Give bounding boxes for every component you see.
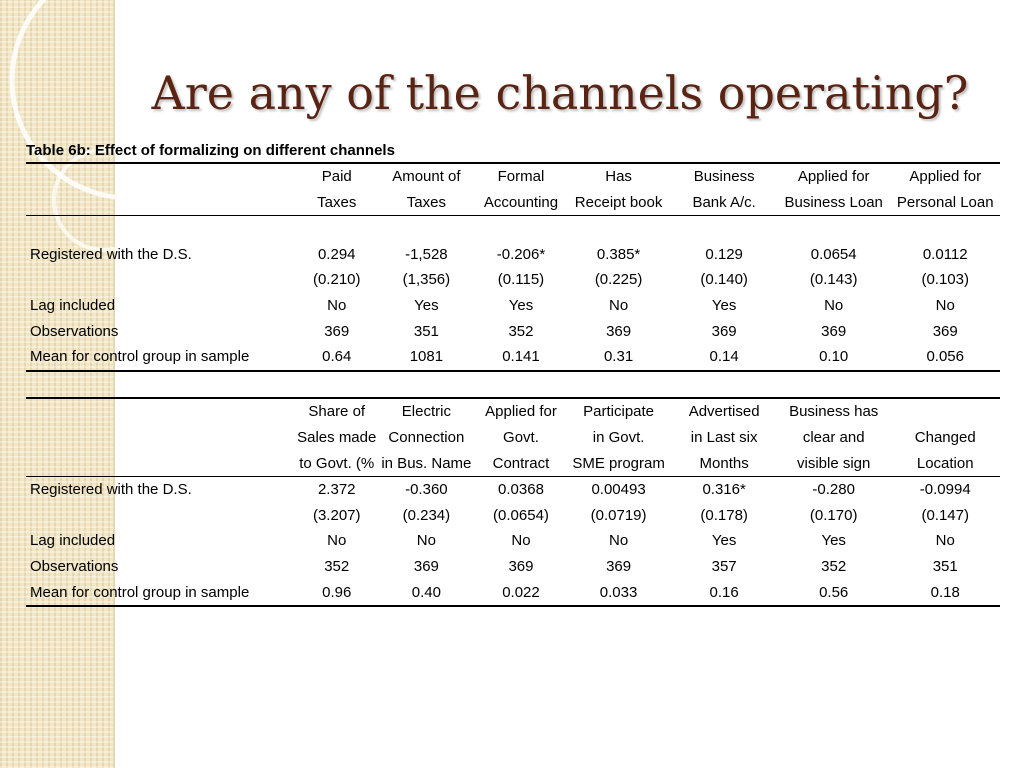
section1-header-row <box>26 190 1000 217</box>
header-cell: Applied for <box>485 403 557 421</box>
row-label: Lag included <box>30 296 116 314</box>
header-cell: Participate <box>583 403 655 421</box>
value-cell: No <box>935 532 955 550</box>
table-row <box>26 528 1000 554</box>
row-label: Registered with the D.S. <box>30 245 192 263</box>
header-cell: Govt. <box>503 428 539 446</box>
header-cell: in Govt. <box>592 428 645 446</box>
value-cell: 0.64 <box>322 348 352 366</box>
value-cell: 2.372 <box>317 481 356 499</box>
value-cell: 352 <box>821 557 847 575</box>
header-cell: Business has <box>789 403 879 421</box>
value-cell: 0.294 <box>317 245 356 263</box>
header-label-cell <box>26 425 297 451</box>
header-cell: Sales made <box>297 428 377 446</box>
table-row <box>26 580 1000 608</box>
value-cell: 0.18 <box>930 583 960 601</box>
value-cell: 0.56 <box>819 583 849 601</box>
header-cell: Applied for <box>909 168 982 185</box>
header-cell: Business <box>693 168 755 185</box>
header-label-cell <box>26 399 297 425</box>
table-row <box>26 267 1000 293</box>
value-cell: (0.225) <box>594 271 643 289</box>
value-cell: -0.280 <box>812 481 855 499</box>
value-cell: 369 <box>932 322 958 340</box>
row-label: Lag included <box>30 532 116 550</box>
value-cell: (0.210) <box>312 271 361 289</box>
section-divider <box>26 372 1000 398</box>
value-cell: 0.385* <box>596 245 641 263</box>
table-row <box>26 293 1000 319</box>
header-cell: Receipt book <box>574 193 663 211</box>
value-cell: 0.0654 <box>810 245 857 263</box>
page-title: Are any of the channels operating? <box>151 66 969 120</box>
value-cell: 0.10 <box>819 348 849 366</box>
value-cell: 0.316* <box>702 481 746 499</box>
value-cell: -0.0994 <box>919 481 971 499</box>
value-cell: 351 <box>932 557 958 575</box>
results-table <box>26 140 1000 607</box>
header-cell: Changed <box>914 428 976 446</box>
value-cell: No <box>511 532 531 550</box>
row-label: Observations <box>30 557 119 575</box>
value-cell: 369 <box>606 322 632 340</box>
header-cell: in Bus. Name <box>381 454 472 472</box>
header-label-cell <box>26 164 297 190</box>
header-cell: Months <box>699 454 749 472</box>
section2-header-row <box>26 425 1000 451</box>
table-row <box>26 242 1000 268</box>
header-cell: Applied for <box>797 168 870 185</box>
value-cell: No <box>608 296 629 314</box>
value-cell: 0.033 <box>599 583 638 601</box>
header-cell: Paid <box>321 168 352 185</box>
value-cell: 0.00493 <box>591 481 646 499</box>
table-row <box>26 503 1000 529</box>
spacer-row <box>26 216 1000 242</box>
value-cell: (0.143) <box>809 271 858 289</box>
value-cell: 351 <box>413 322 439 340</box>
value-cell: 0.056 <box>926 348 964 366</box>
value-cell: Yes <box>414 296 439 314</box>
header-cell: Taxes <box>406 193 446 211</box>
value-cell: Yes <box>821 532 846 550</box>
header-cell: Taxes <box>317 193 357 211</box>
header-cell: Personal Loan <box>896 193 994 211</box>
row-label: Registered with the D.S. <box>30 481 192 499</box>
value-cell: 0.022 <box>502 583 540 601</box>
value-cell: (0.0719) <box>590 506 647 524</box>
row-label <box>26 267 297 293</box>
value-cell: (3.207) <box>312 506 361 524</box>
header-cell: visible sign <box>797 454 871 472</box>
value-cell: 0.31 <box>603 348 634 366</box>
value-cell: 1081 <box>409 348 444 366</box>
value-cell: -0.360 <box>405 481 448 499</box>
header-cell <box>890 399 1000 425</box>
value-cell: (0.178) <box>700 506 748 524</box>
value-cell: (0.170) <box>809 506 858 524</box>
value-cell: (0.103) <box>921 271 969 289</box>
header-cell: Has <box>605 168 632 185</box>
header-cell: Connection <box>388 428 465 446</box>
header-cell: to Govt. (% <box>299 454 375 472</box>
value-cell: 0.0112 <box>922 245 968 263</box>
row-label <box>26 503 297 529</box>
table-caption: Table 6b: Effect of formalizing on different channels <box>26 142 395 159</box>
value-cell: Yes <box>508 296 534 314</box>
header-cell: Business Loan <box>784 193 883 211</box>
value-cell: 357 <box>711 557 737 575</box>
value-cell: -0.206* <box>496 245 546 263</box>
table-row <box>26 477 1000 503</box>
value-cell: 0.0368 <box>498 481 544 499</box>
value-cell: No <box>327 532 347 550</box>
value-cell: 0.14 <box>709 348 739 366</box>
value-cell: 0.40 <box>411 583 441 601</box>
value-cell: -1,528 <box>405 245 448 263</box>
header-cell: Accounting <box>483 193 559 211</box>
value-cell: No <box>327 296 347 314</box>
header-cell: Formal <box>497 168 545 185</box>
section2-header-row <box>26 451 1000 478</box>
value-cell: (0.0654) <box>493 506 549 524</box>
row-label: Mean for control group in sample <box>30 348 250 366</box>
header-cell: Location <box>916 454 974 472</box>
value-cell: No <box>416 532 436 550</box>
value-cell: 0.96 <box>322 583 352 601</box>
header-label-cell <box>26 190 297 216</box>
value-cell: 0.129 <box>705 245 743 263</box>
table-row <box>26 344 1000 372</box>
value-cell: (0.115) <box>497 271 545 289</box>
value-cell: 352 <box>508 322 534 340</box>
value-cell: No <box>935 296 955 314</box>
header-cell: Amount of <box>392 168 461 185</box>
value-cell: No <box>608 532 629 550</box>
value-cell: 369 <box>324 322 350 340</box>
section1-header-row <box>26 162 1000 190</box>
header-cell: SME program <box>572 454 665 472</box>
header-cell: Electric <box>401 403 451 421</box>
value-cell: (1,356) <box>402 271 451 289</box>
header-cell: Contract <box>492 454 550 472</box>
value-cell: 0.141 <box>502 348 540 366</box>
value-cell: 369 <box>508 557 534 575</box>
header-label-cell <box>26 451 297 477</box>
header-cell: Bank A/c. <box>692 193 756 211</box>
header-cell: Advertised <box>688 403 760 421</box>
row-label: Mean for control group in sample <box>30 583 250 601</box>
value-cell: Yes <box>711 532 737 550</box>
value-cell: (0.147) <box>921 506 969 524</box>
value-cell: 369 <box>606 557 632 575</box>
header-cell: clear and <box>802 428 865 446</box>
value-cell: 352 <box>324 557 350 575</box>
header-cell: Share of <box>308 403 366 421</box>
section2-header-row <box>26 397 1000 425</box>
value-cell: 369 <box>711 322 737 340</box>
value-cell: 0.16 <box>709 583 739 601</box>
value-cell: (0.140) <box>700 271 748 289</box>
value-cell: (0.234) <box>402 506 451 524</box>
value-cell: 369 <box>821 322 847 340</box>
table-row <box>26 319 1000 345</box>
value-cell: No <box>824 296 844 314</box>
header-cell: in Last six <box>690 428 758 446</box>
value-cell: 369 <box>413 557 439 575</box>
row-label: Observations <box>30 322 119 340</box>
table-row <box>26 554 1000 580</box>
value-cell: Yes <box>711 296 737 314</box>
